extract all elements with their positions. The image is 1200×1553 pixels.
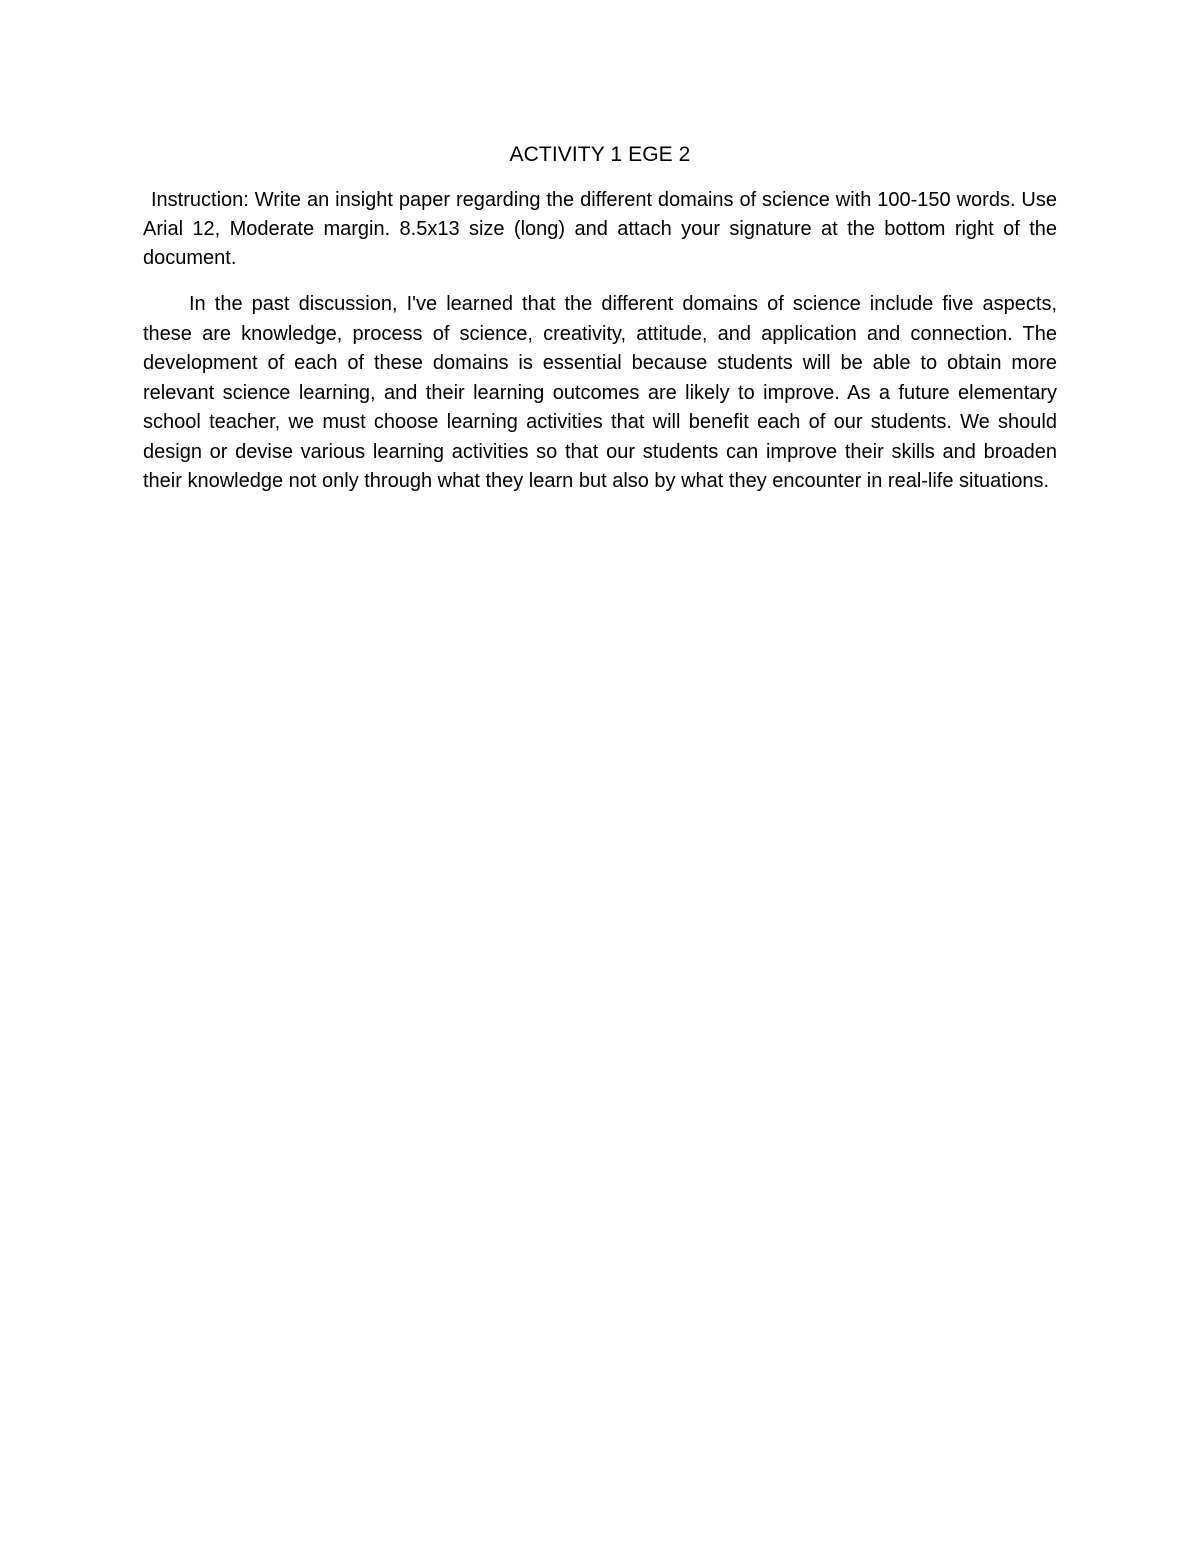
instruction-text: Instruction: Write an insight paper regarding the different domains of science with 100-150 words. Use Arial 12, Moderate margin. 8.5x13 size (long) and attach your signature at the bottom right of the document. bbox=[143, 189, 1057, 269]
document-content bbox=[143, 140, 1057, 497]
body-paragraph: In the past discussion, I've learned that the different domains of science include five aspects, these are knowledge, process of science, creativity, attitude, and application and connection. The development of each of these domains is essential because students will be able to obtain more relevant science learning, and their learning outcomes are likely to improve. As a future elementary school teacher, we must choose learning activities that will benefit each of our students. We should design or devise various learning activities so that our students can improve their skills and broaden their knowledge not only through what they learn but also by what they encounter in real-life situations. bbox=[143, 293, 1057, 492]
document-title: ACTIVITY 1 EGE 2 bbox=[509, 143, 691, 166]
